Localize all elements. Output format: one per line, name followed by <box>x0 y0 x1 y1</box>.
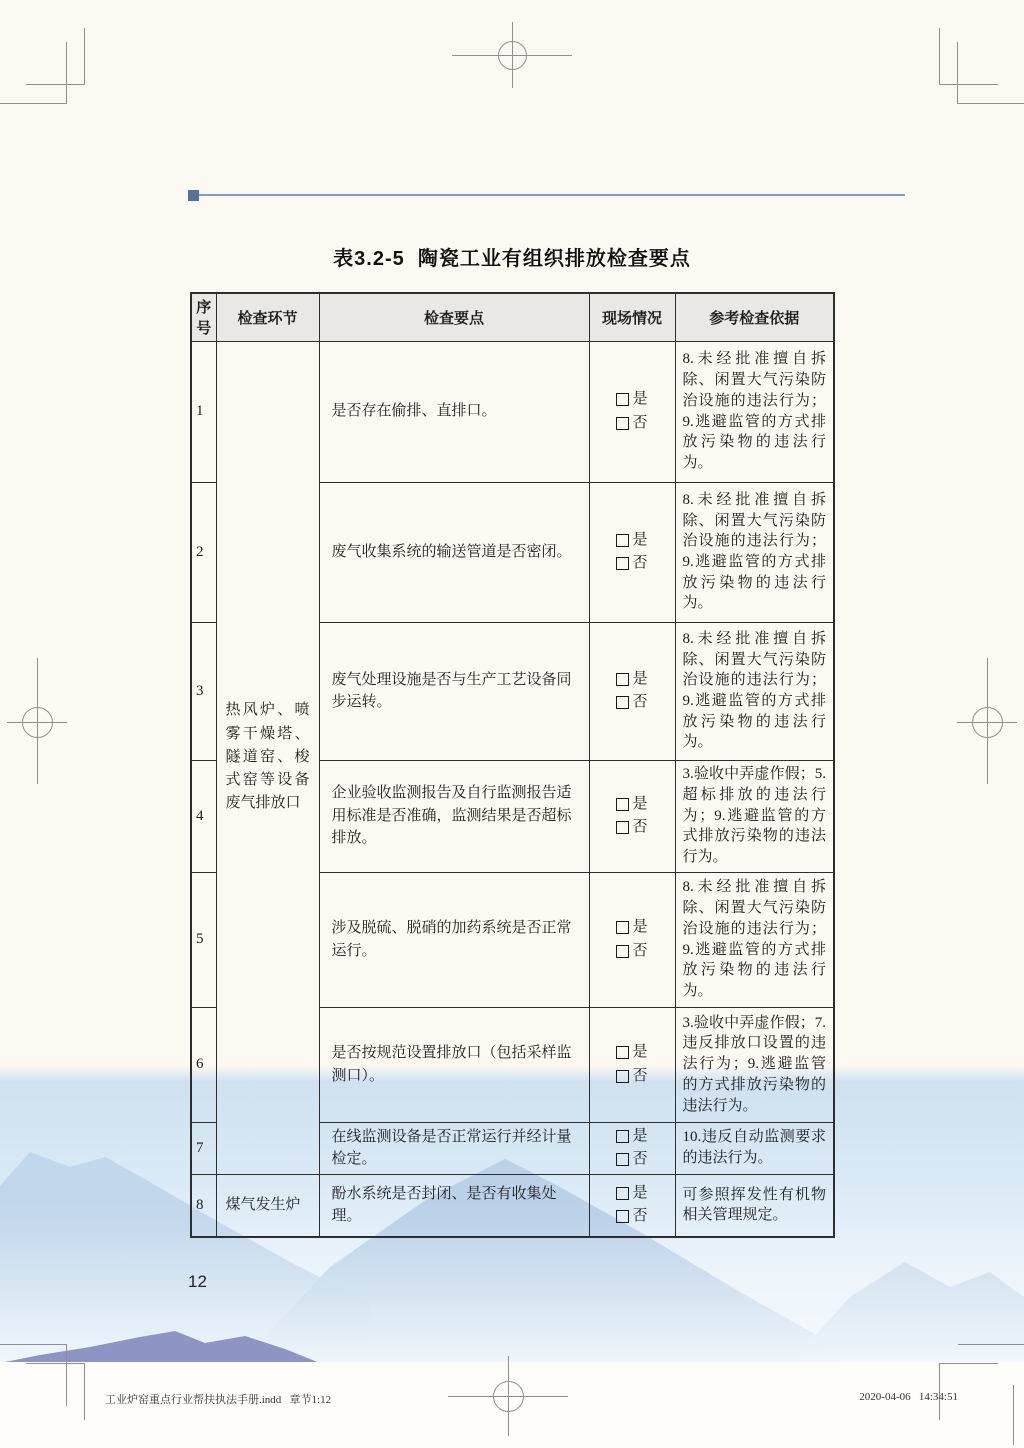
cell-site-status <box>589 1007 675 1122</box>
cell-inspection-point: 涉及脱硫、脱硝的加药系统是否正常运行。 <box>319 872 589 1007</box>
checkbox-no-icon <box>616 557 629 570</box>
checkbox-no-label: 否 <box>632 555 648 571</box>
cell-seq: 5 <box>191 872 216 1007</box>
checkbox-no-label: 否 <box>632 1208 648 1225</box>
table-row-1 <box>191 341 834 482</box>
crop-mark <box>958 1344 1024 1345</box>
checkbox-no-icon <box>616 417 629 430</box>
crop-mark <box>958 103 1024 104</box>
cell-seq: 4 <box>191 760 216 872</box>
option-no <box>616 1065 647 1088</box>
option-no <box>616 940 647 963</box>
cell-reference-basis: 可参照挥发性有机物相关管理规定。 <box>675 1174 834 1237</box>
header-rule-square <box>188 190 199 201</box>
crop-mark <box>26 1363 85 1364</box>
crop-mark <box>66 42 67 104</box>
crop-mark <box>939 84 998 85</box>
footer-filename: 工业炉窑重点行业帮扶执法手册.indd 章节1:12 <box>105 1394 332 1406</box>
crop-mark <box>939 28 940 85</box>
option-no <box>616 691 647 714</box>
checkbox-yes-icon <box>616 673 629 686</box>
option-yes <box>616 1041 647 1064</box>
checkbox-yes-icon <box>616 1130 629 1143</box>
checkbox-no-label: 否 <box>632 414 648 431</box>
page-number: 12 <box>188 1272 207 1291</box>
cell-category-group: 热风炉、喷雾干燥塔、隧道窑、梭式窑等设备废气排放口 <box>216 341 319 1174</box>
cell-site-status <box>589 622 675 760</box>
checkbox-yes-label: 是 <box>632 1127 648 1144</box>
cell-seq: 2 <box>191 482 216 622</box>
checkbox-no-icon <box>616 1070 629 1083</box>
cell-reference-basis: 8.未经批准擅自拆除、闲置大气污染防治设施的违法行为；9.逃避监管的方式排放污染物的违法行为。 <box>675 872 834 1007</box>
cell-seq: 8 <box>191 1174 216 1237</box>
option-yes <box>616 1182 647 1205</box>
cell-seq: 6 <box>191 1007 216 1122</box>
cell-reference-basis: 10.违反自动监测要求的违法行为。 <box>675 1122 834 1174</box>
crop-mark <box>0 103 66 104</box>
checkbox-yes-label: 是 <box>632 531 648 548</box>
checkbox-yes-label: 是 <box>632 1044 648 1061</box>
cell-inspection-point: 废气收集系统的输送管道是否密闭。 <box>319 482 589 622</box>
checkbox-group <box>616 793 647 840</box>
cell-inspection-point: 企业验收监测报告及自行监测报告适用标准是否准确，监测结果是否超标排放。 <box>319 760 589 872</box>
crop-mark <box>1013 1385 1014 1445</box>
cell-reference-basis: 3.验收中弄虚作假；5.超标排放的违法行为；9.逃避监管的方式排放污染物的违法行为。 <box>675 760 834 872</box>
checkbox-group <box>616 668 647 715</box>
column-header-2: 检查要点 <box>319 293 589 341</box>
crop-mark <box>957 42 958 104</box>
option-no <box>616 1205 647 1228</box>
checkbox-no-label: 否 <box>632 694 648 710</box>
cell-reference-basis: 3.验收中弄虚作假；7.违反排放口设置的违法行为；9.逃避监管的方式排放污染物的违法行为。 <box>675 1007 834 1122</box>
checkbox-yes-icon <box>616 1046 629 1059</box>
checkbox-yes-icon <box>616 1187 629 1200</box>
cell-site-status <box>589 1174 675 1237</box>
header-rule <box>188 194 905 196</box>
column-header-1: 检查环节 <box>216 293 319 341</box>
checkbox-yes-icon <box>616 798 629 811</box>
checkbox-yes-label: 是 <box>632 391 648 408</box>
checkbox-no-icon <box>616 821 629 834</box>
option-yes <box>616 529 647 552</box>
cell-inspection-point: 废气处理设施是否与生产工艺设备同步运转。 <box>319 622 589 760</box>
cell-reference-basis: 8.未经批准擅自拆除、闲置大气污染防治设施的违法行为；9.逃避监管的方式排放污染物的违法行为。 <box>675 622 834 760</box>
checkbox-no-label: 否 <box>632 1067 648 1084</box>
checkbox-yes-icon <box>616 534 629 547</box>
option-yes <box>616 1125 647 1148</box>
checkbox-no-icon <box>616 945 629 958</box>
checkbox-group <box>616 388 647 435</box>
option-no <box>616 1148 647 1171</box>
cell-site-status <box>589 482 675 622</box>
checkbox-yes-label: 是 <box>632 670 648 687</box>
cell-site-status <box>589 760 675 872</box>
checkbox-group <box>616 916 647 963</box>
checkbox-yes-label: 是 <box>632 795 648 812</box>
cell-inspection-point: 在线监测设备是否正常运行并经计量检定。 <box>319 1122 589 1174</box>
checkbox-group <box>616 1125 647 1172</box>
crop-mark <box>26 84 85 85</box>
checkbox-no-label: 否 <box>632 1151 648 1167</box>
checkbox-yes-icon <box>616 393 629 406</box>
option-yes <box>616 388 647 411</box>
cell-site-status <box>589 872 675 1007</box>
crop-mark <box>84 28 85 85</box>
option-no <box>616 412 647 435</box>
cell-inspection-point: 是否按规范设置排放口（包括采样监测口）。 <box>319 1007 589 1122</box>
column-header-0: 序号 <box>191 293 216 341</box>
checkbox-group <box>616 1041 647 1088</box>
checkbox-yes-label: 是 <box>632 1185 648 1201</box>
cell-seq: 7 <box>191 1122 216 1174</box>
cell-seq: 3 <box>191 622 216 760</box>
checkbox-no-label: 否 <box>632 942 648 959</box>
checkbox-yes-icon <box>616 921 629 934</box>
footer-timestamp: 2020-04-06 14:34:51 <box>859 1391 958 1403</box>
column-header-3: 现场情况 <box>589 293 675 341</box>
option-yes <box>616 916 647 939</box>
table-title: 表3.2-5 陶瓷工业有组织排放检查要点 <box>333 248 691 270</box>
cell-category: 煤气发生炉 <box>216 1174 319 1237</box>
cell-site-status <box>589 1122 675 1174</box>
cell-reference-basis: 8.未经批准擅自拆除、闲置大气污染防治设施的违法行为；9.逃避监管的方式排放污染物的违法行为。 <box>675 482 834 622</box>
cell-reference-basis: 8.未经批准擅自拆除、闲置大气污染防治设施的违法行为；9.逃避监管的方式排放污染物的违法行为。 <box>675 341 834 482</box>
cell-inspection-point: 是否存在偷排、直排口。 <box>319 341 589 482</box>
checkbox-no-icon <box>616 1210 629 1223</box>
checkbox-no-label: 否 <box>632 819 648 835</box>
option-no <box>616 816 647 839</box>
checkbox-group <box>616 529 647 576</box>
option-yes <box>616 668 647 691</box>
checkbox-yes-label: 是 <box>632 919 648 936</box>
crop-mark <box>939 1363 998 1364</box>
option-yes <box>616 793 647 816</box>
option-no <box>616 552 647 575</box>
column-header-4: 参考检查依据 <box>675 293 834 341</box>
checkbox-no-icon <box>616 1153 629 1166</box>
table-row-8 <box>191 1174 834 1237</box>
checkbox-no-icon <box>616 696 629 709</box>
cell-site-status <box>589 341 675 482</box>
cell-seq: 1 <box>191 341 216 482</box>
cell-inspection-point: 酚水系统是否封闭、是否有收集处理。 <box>319 1174 589 1237</box>
crop-mark <box>0 1344 66 1345</box>
table-header-row <box>191 293 834 341</box>
checkbox-group <box>616 1182 647 1229</box>
inspection-table <box>190 292 835 1238</box>
